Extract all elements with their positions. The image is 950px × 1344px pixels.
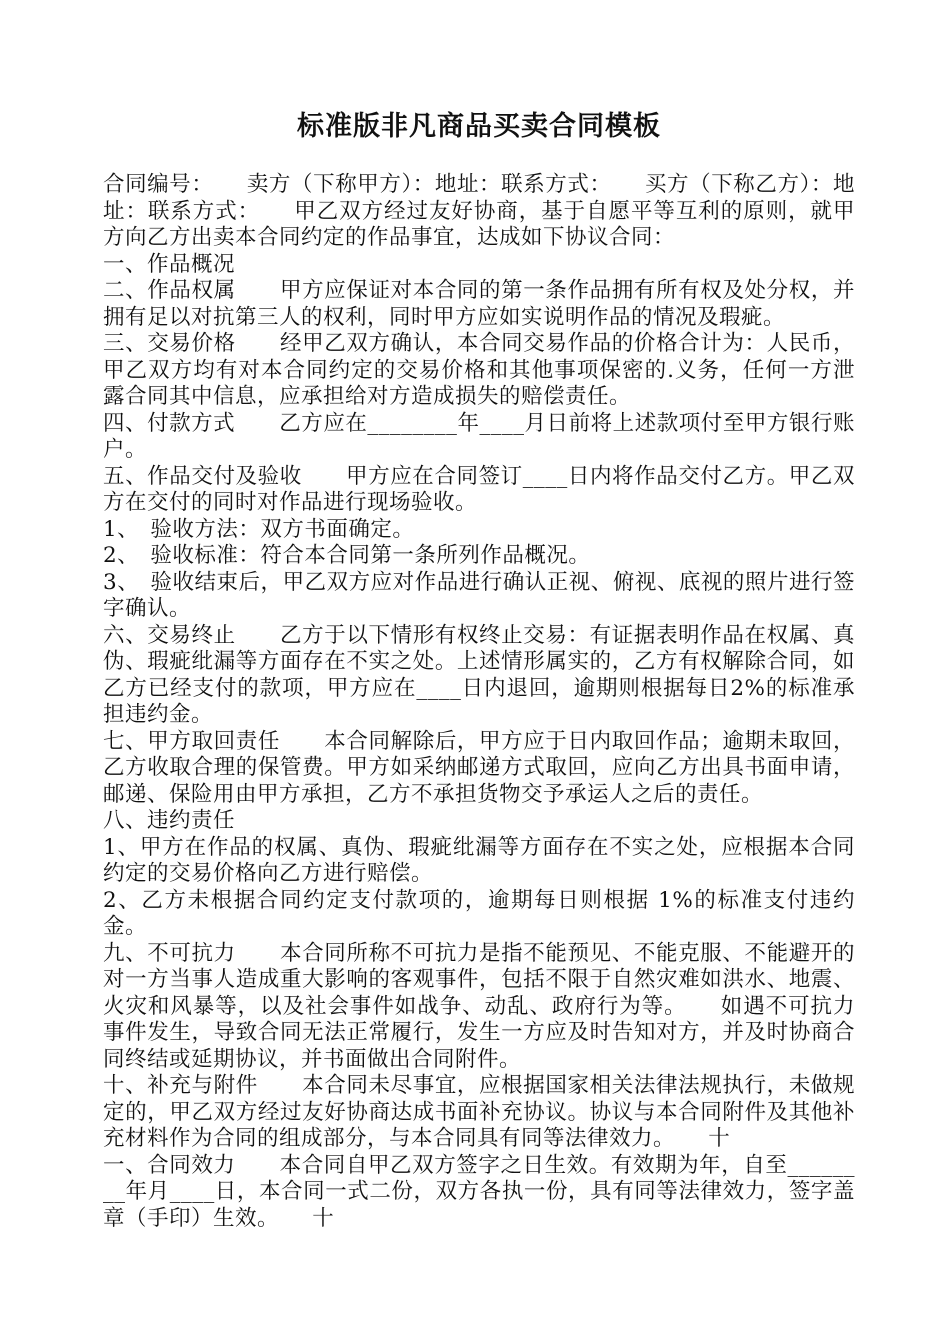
paragraph-section-11: 一、合同效力 本合同自甲乙双方签字之日生效。有效期为年，自至________年月____日，本合同一式二份，双方各执一份，具有同等法律效力，签字盖章（手印）生效。 十	[103, 1152, 855, 1231]
paragraph-section-5-item-3: 3、 验收结束后，甲乙双方应对作品进行确认正视、俯视、底视的照片进行签字确认。	[103, 569, 855, 621]
paragraph-section-1: 一、作品概况	[103, 251, 236, 277]
paragraph-section-5-item-2: 2、 验收标准：符合本合同第一条所列作品概况。	[103, 543, 591, 568]
paragraph-section-5-item-1: 1、 验收方法：双方书面确定。	[103, 516, 415, 542]
paragraph-section-3: 三、交易价格 经甲乙双方确认，本合同交易作品的价格合计为：人民币，甲乙双方均有对本合同约定的交易价格和其他事项保密的.义务，任何一方泄露合同其中信息，应承担给对方造成损失的赔偿责任。	[103, 331, 855, 409]
paragraph-section-7: 七、甲方取回责任 本合同解除后，甲方应于日内取回作品；逾期未取回，乙方收取合理的保管费。甲方如采纳邮递方式取回，应向乙方出具书面申请，邮递、保险用由甲方承担，乙方不承担货物交予承运人之后的责任。	[103, 728, 855, 807]
contract-body	[103, 172, 855, 1232]
paragraph-section-10: 十、补充与附件 本合同未尽事宜，应根据国家相关法律法规执行，未做规定的，甲乙双方经过友好协商达成书面补充协议。协议与本合同附件及其他补充材料作为合同的组成部分，与本合同具有同等法律效力。 十	[103, 1073, 855, 1151]
paragraph-section-8-item-2: 2、乙方未根据合同约定支付款项的，逾期每日则根据 1%的标准支付违约金。	[103, 887, 855, 939]
paragraph-section-6: 六、交易终止 乙方于以下情形有权终止交易：有证据表明作品在权属、真伪、瑕疵纰漏等方面存在不实之处。上述情形属实的，乙方有权解除合同，如乙方已经支付的款项，甲方应在____日内退回，逾期则根据每日2%的标准承担违约金。	[103, 622, 855, 727]
paragraph-section-2: 二、作品权属 甲方应保证对本合同的第一条作品拥有所有权及处分权，并拥有足以对抗第三人的权利，同时甲方应如实说明作品的情况及瑕疵。	[103, 278, 855, 330]
document-title: 标准版非凡商品买卖合同模板	[297, 111, 661, 142]
paragraph-section-4: 四、付款方式 乙方应在________年____月日前将上述款项付至甲方银行账户。	[103, 410, 855, 462]
paragraph-section-8-item-1: 1、甲方在作品的权属、真伪、瑕疵纰漏等方面存在不实之处，应根据本合同约定的交易价格向乙方进行赔偿。	[103, 834, 855, 886]
paragraph-section-9: 九、不可抗力 本合同所称不可抗力是指不能预见、不能克服、不能避开的对一方当事人造成重大影响的客观事件，包括不限于自然灾难如洪水、地震、火灾和风暴等，以及社会事件如战争、动乱、政府行为等。 如遇不可抗力事件发生，导致合同无法正常履行，发生一方应及时告知对方，并及时协商合同终结或延期协议，并书面做出合同附件。	[103, 940, 855, 1072]
paragraph-section-8: 八、违约责任	[103, 808, 236, 833]
paragraph-section-5: 五、作品交付及验收 甲方应在合同签订____日内将作品交付乙方。甲乙双方在交付的同时对作品进行现场验收。	[103, 463, 855, 515]
paragraph-intro: 合同编号： 卖方（下称甲方）：地址：联系方式： 买方（下称乙方）：地址：联系方式： 甲乙双方经过友好协商，基于自愿平等互利的原则，就甲方向乙方出卖本合同约定的作品事宜，达成如下协议合同：	[103, 172, 855, 250]
